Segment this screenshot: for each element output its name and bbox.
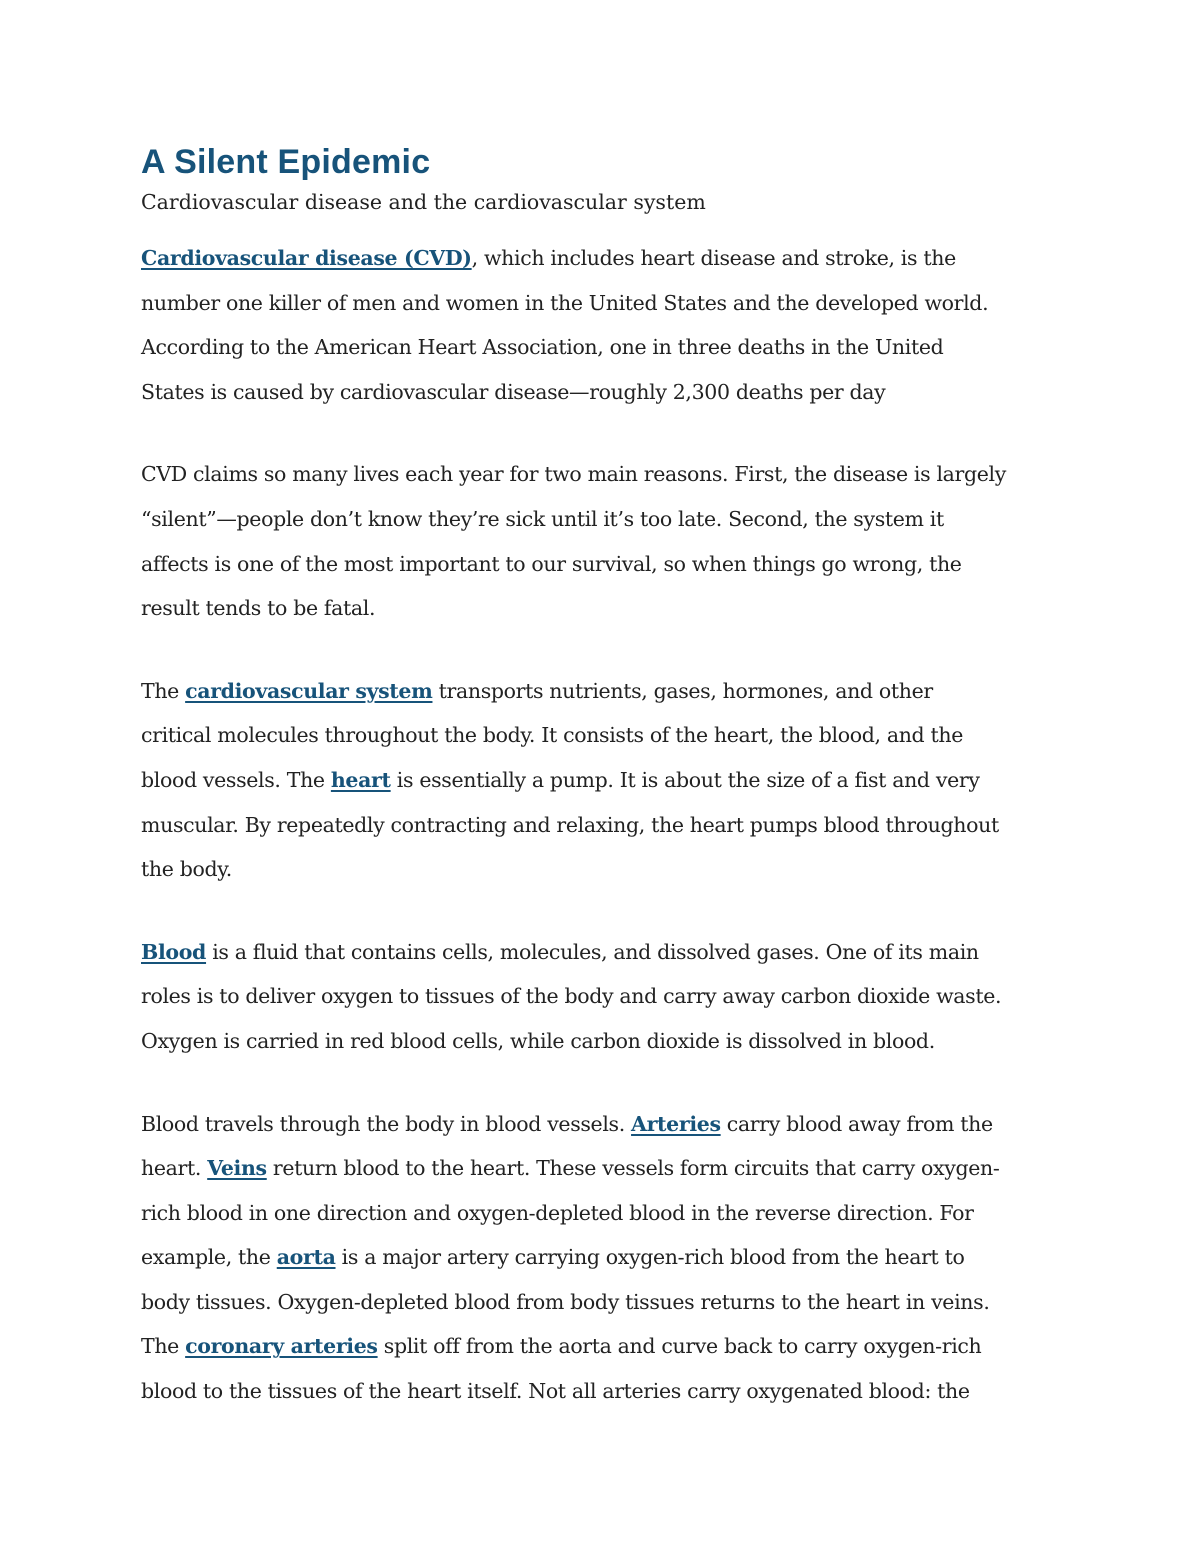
link-coronary-arteries[interactable]: coronary arteries: [185, 1334, 378, 1359]
text-line: affects is one of the most important to our survival, so when things go wrong, the: [141, 551, 962, 576]
text-line: CVD claims so many lives each year for two main reasons. First, the disease is largely: [141, 462, 1006, 487]
link-cardiovascular-disease[interactable]: Cardiovascular disease (CVD): [141, 246, 472, 270]
link-cardiovascular-system[interactable]: cardiovascular system: [185, 678, 433, 703]
text-line: [141, 236, 1071, 281]
text-line: result tends to be fatal.: [141, 596, 376, 621]
text-fragment: heart.: [141, 1156, 208, 1181]
text-line: According to the American Heart Association, one in three deaths in the United: [141, 335, 944, 360]
text-fragment: The: [141, 1334, 186, 1359]
text-fragment: carry blood away from the: [720, 1111, 993, 1136]
paragraph-cvd-intro: [141, 236, 1071, 414]
text-line: [141, 669, 1071, 714]
text-line: [141, 930, 1071, 975]
paragraph-blood-vessels: [141, 1102, 1071, 1414]
link-blood[interactable]: Blood: [141, 939, 207, 964]
text-line: [141, 1102, 1071, 1147]
text-line: [141, 1324, 1071, 1369]
text-line: “silent”—people don’t know they’re sick until it’s too late. Second, the system it: [141, 506, 944, 531]
text-fragment: transports nutrients, gases, hormones, and other: [432, 678, 933, 703]
link-heart[interactable]: heart: [330, 767, 391, 792]
text-fragment: split off from the aorta and curve back to carry oxygen-rich: [377, 1334, 982, 1359]
text-fragment: The: [141, 678, 186, 703]
text-line: [141, 758, 1071, 803]
text-fragment: Blood travels through the body in blood vessels.: [141, 1111, 632, 1136]
page-title: A Silent Epidemic: [141, 143, 431, 181]
text-fragment: , which includes heart disease and stroke, is the: [471, 246, 956, 270]
link-arteries[interactable]: Arteries: [631, 1111, 721, 1136]
text-line: [141, 1235, 1071, 1280]
text-line: Oxygen is carried in red blood cells, while carbon dioxide is dissolved in blood.: [141, 1028, 935, 1053]
text-fragment: blood vessels. The: [141, 767, 331, 792]
page-subtitle: Cardiovascular disease and the cardiovascular system: [141, 190, 706, 214]
link-aorta[interactable]: aorta: [276, 1245, 336, 1270]
paragraph-cardiovascular-system: [141, 669, 1071, 892]
text-fragment: is a fluid that contains cells, molecules, and dissolved gases. One of its main: [206, 939, 979, 964]
text-fragment: example, the: [141, 1245, 277, 1270]
text-line: the body.: [141, 857, 232, 882]
text-line: critical molecules throughout the body. It consists of the heart, the blood, and the: [141, 723, 964, 748]
text-fragment: return blood to the heart. These vessels form circuits that carry oxygen-: [266, 1156, 1000, 1181]
text-line: muscular. By repeatedly contracting and relaxing, the heart pumps blood throughout: [141, 812, 999, 837]
text-line: roles is to deliver oxygen to tissues of the body and carry away carbon dioxide waste.: [141, 984, 1002, 1009]
text-line: States is caused by cardiovascular disease—roughly 2,300 deaths per day: [141, 379, 886, 404]
paragraph-cvd-reasons: [141, 452, 1071, 630]
text-line: blood to the tissues of the heart itself. Not all arteries carry oxygenated blood: the: [141, 1379, 970, 1404]
text-fragment: is a major artery carrying oxygen-rich blood from the heart to: [335, 1245, 965, 1270]
document-content: [141, 140, 1071, 1452]
text-line: rich blood in one direction and oxygen-depleted blood in the reverse direction. For: [141, 1200, 974, 1225]
text-line: body tissues. Oxygen-depleted blood from body tissues returns to the heart in veins.: [141, 1289, 990, 1314]
link-veins[interactable]: Veins: [207, 1156, 267, 1181]
text-fragment: is essentially a pump. It is about the size of a fist and very: [390, 767, 980, 792]
text-line: [141, 1146, 1071, 1191]
paragraph-blood: [141, 930, 1071, 1064]
text-line: number one killer of men and women in the United States and the developed world.: [141, 290, 989, 315]
